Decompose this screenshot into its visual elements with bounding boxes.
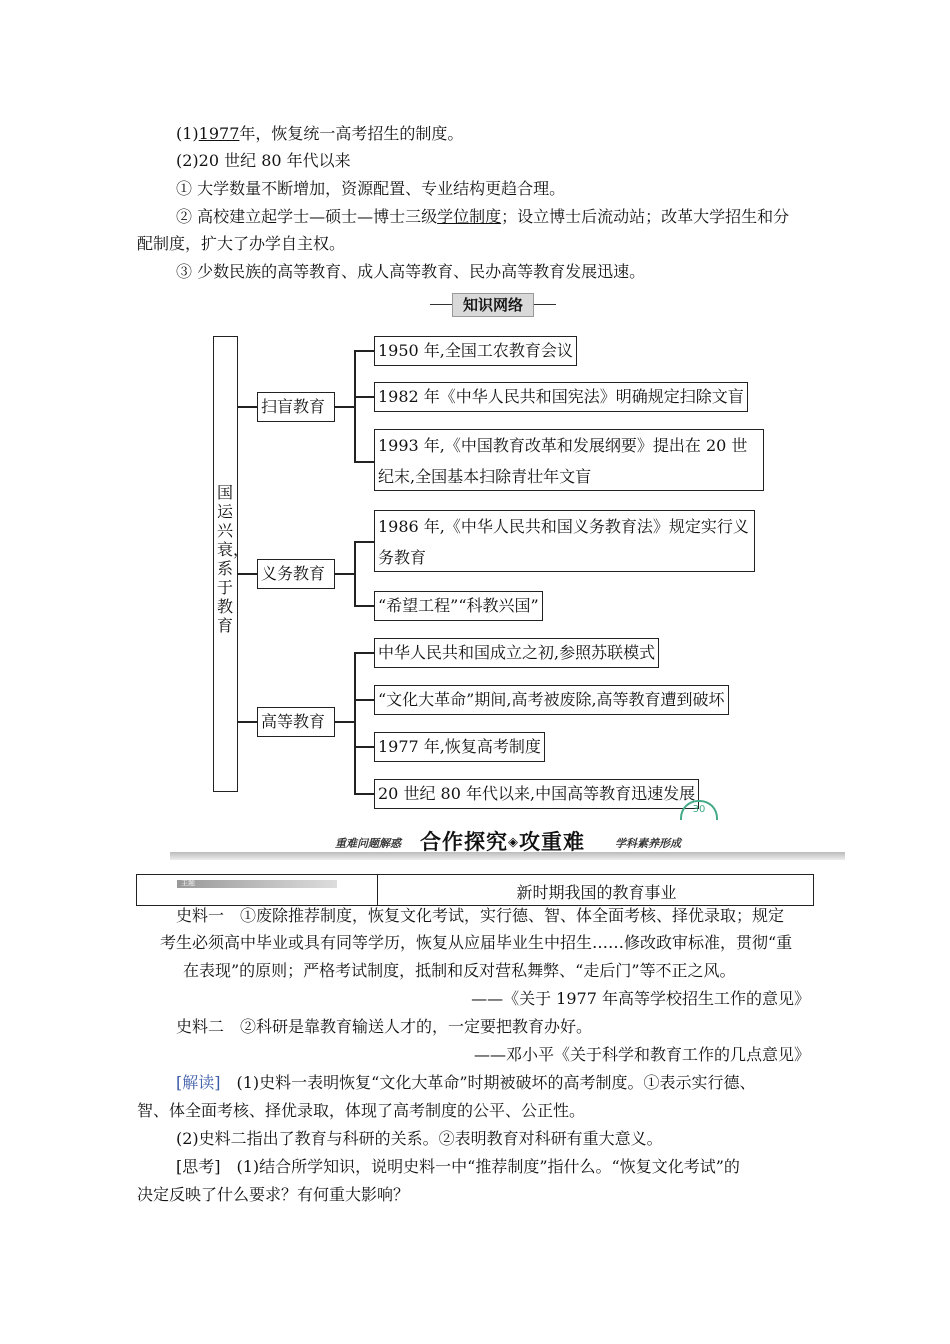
connector [354,699,374,701]
material-1-line-2: 考生必须高中毕业或具有同等学历，恢复从应届毕业生中招生……修改政审标准，贯彻“重 [160,933,793,952]
analysis-tag: [解读] [176,1073,221,1092]
think-tag: [思考] [176,1157,221,1176]
connector [354,396,374,398]
literacy-item-3: 1993 年,《中国教育改革和发展纲要》提出在 20 世纪末,全国基本扫除青壮年文盲 [374,429,764,491]
analysis-line-1: [解读] (1)史料一表明恢复“文化大革命”时期被破坏的高考制度。①表示实行德、 [176,1073,756,1092]
intro-line-2: (2)20 世纪 80 年代以来 [176,151,351,170]
title-bar-left [430,304,452,305]
intro-line-6: ③ 少数民族的高等教育、成人高等教育、民办高等教育发展迅速。 [176,262,646,281]
connector [354,652,374,654]
section-title-label: 知识网络 [452,293,534,317]
connector [354,793,374,795]
connector [335,721,355,723]
connector [354,605,374,607]
material-1-line-3: 在表现”的原则；严格考试制度，抵制和反对营私舞弊、“走后门”等不正之风。 [183,961,736,980]
literacy-item-1: 1950 年,全国工农教育会议 [374,336,577,366]
connector [238,406,257,408]
title-bar-right [534,304,556,305]
branch-higher: 高等教育 [257,707,335,737]
section-banner [170,826,845,862]
connector [354,652,356,794]
analysis-line-3: (2)史料二指出了教育与科研的关系。②表明教育对科研有重大意义。 [176,1129,663,1148]
branch-compulsory: 义务教育 [257,559,335,589]
compulsory-item-2: “希望工程”“科教兴国” [374,591,543,621]
literacy-item-2: 1982 年《中华人民共和国宪法》明确规定扫除文盲 [374,382,748,412]
intro-line-4: ② 高校建立起学士—硕士—博士三级学位制度；设立博士后流动站；改革大学招生和分 [176,207,790,226]
topic-table [136,874,814,906]
connector [354,541,356,606]
connector [238,721,257,723]
underlined-year: 1977 [198,124,240,143]
connector [354,350,356,462]
connector [335,406,355,408]
material-2-source: ——邓小平《关于科学和教育工作的几点意见》 [473,1045,810,1064]
section-title [430,293,555,317]
material-1-line-1: 史料一 ①废除推荐制度，恢复文化考试，实行德、智、体全面考核、择优录取；规定 [176,906,785,925]
banner-right-text: 学科素养形成 [615,837,681,850]
topic-value: 新时期我国的教育事业 [516,883,677,902]
banner-separator-icon: ◈ [508,835,519,850]
higher-item-3: 1977 年,恢复高考制度 [374,732,545,762]
intro-line-5: 配制度，扩大了办学自主权。 [137,234,346,253]
underlined-term: 学位制度 [437,207,502,226]
compulsory-item-1: 1986 年,《中华人民共和国义务教育法》规定实行义务教育 [374,510,755,572]
analysis-line-2: 智、体全面考核、择优录取，体现了高考制度的公平、公正性。 [137,1101,586,1120]
intro-line-3: ① 大学数量不断增加，资源配置、专业结构更趋合理。 [176,179,566,198]
connector [354,746,374,748]
material-2-line-1: 史料二 ②科研是靠教育输送人才的，一定要把教育办好。 [176,1017,593,1036]
intro-line-1: (1)1977年，恢复统一高考招生的制度。 [176,124,464,143]
connector [354,541,374,543]
banner-main-text: 合作探究◈攻重难 [420,830,585,854]
banner-left-text: 重难问题解惑 [335,837,401,850]
connector [354,461,374,463]
connector [354,350,374,352]
connector [238,573,257,575]
higher-item-1: 中华人民共和国成立之初,参照苏联模式 [374,638,659,668]
connector [335,573,355,575]
topic-label: 主题 [177,880,337,888]
higher-item-4: 20 世纪 80 年代以来,中国高等教育迅速发展 [374,779,699,809]
think-line-1: [思考] (1)结合所学知识，说明史料一中“推荐制度”指什么。“恢复文化考试”的 [176,1157,740,1176]
material-1-source: ——《关于 1977 年高等学校招生工作的意见》 [471,989,810,1008]
diagram-root: 国运兴衰，系于教育 [213,336,238,792]
branch-literacy: 扫盲教育 [257,392,335,422]
think-line-2: 决定反映了什么要求？有何重大影响？ [137,1185,410,1204]
page-stamp: 30 [680,800,718,820]
higher-item-2: “文化大革命”期间,高考被废除,高等教育遭到破坏 [374,685,729,715]
